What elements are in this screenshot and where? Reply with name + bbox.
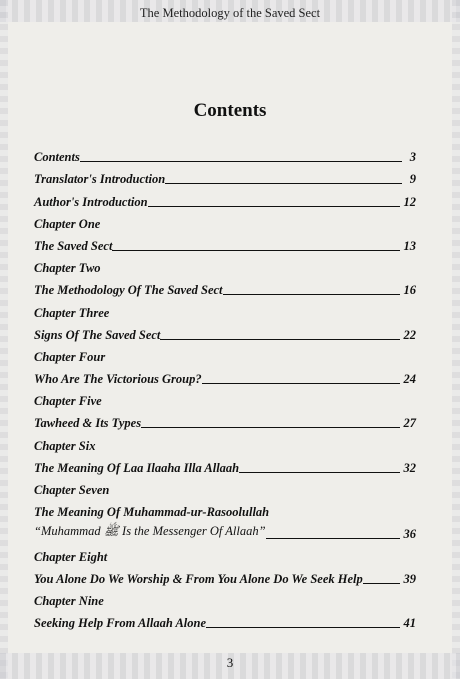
chapter-label: Chapter Four [34,349,106,364]
table-of-contents [34,143,416,631]
leader-line [239,471,399,473]
chapter-heading [34,431,416,453]
toc-entry[interactable] [34,454,416,476]
chapter-heading [34,298,416,320]
toc-entry-label: The Methodology Of The Saved Sect [34,283,223,298]
toc-entry-label: The Meaning Of Laa Ilaaha Illa Allaah [34,460,240,475]
toc-entry-page: 12 [403,194,416,209]
toc-entry[interactable] [34,609,416,631]
toc-entry-label: Translator's Introduction [34,172,166,187]
leader-line [148,205,400,207]
toc-entry-page: 9 [409,172,416,187]
toc-entry-page: 16 [403,283,416,298]
toc-entry[interactable] [34,565,416,587]
toc-entry-label: You Alone Do We Worship & From You Alone Do We Seek Help [34,571,363,586]
chapter-label: Chapter Nine [34,593,104,608]
leader-line [141,426,399,428]
toc-entry-heading [34,498,416,520]
toc-entry-label: Signs Of The Saved Sect [34,327,161,342]
toc-entry[interactable] [34,321,416,343]
toc-entry-page: 3 [409,150,416,165]
toc-entry-page: 39 [403,571,416,586]
toc-entry-page: 41 [403,616,416,631]
toc-entry[interactable] [34,409,416,431]
chapter-heading [34,254,416,276]
page-title: Contents [193,100,267,121]
toc-entry[interactable] [34,365,416,387]
toc-entry[interactable] [34,187,416,209]
toc-entry-page: 32 [403,460,416,475]
toc-entry[interactable] [34,520,416,542]
toc-entry[interactable] [34,143,416,165]
chapter-label: Chapter Seven [34,483,110,497]
toc-entry-label: Author's Introduction [34,194,148,209]
page-number: 3 [226,655,234,670]
leader-line [206,626,399,628]
toc-entry-label: Tawheed & Its Types [34,416,142,431]
leader-line [112,249,399,251]
chapter-heading [34,343,416,365]
chapter-label: Chapter Three [34,305,110,320]
chapter-heading [34,587,416,609]
chapter-label: Chapter Five [34,394,102,409]
toc-entry-label: The Meaning Of Muhammad-ur-Rasoolullah [34,505,270,520]
leader-line [80,160,402,162]
chapter-heading [34,476,416,498]
toc-entry-page: 24 [403,372,416,387]
running-head: The Methodology of the Saved Sect [139,6,321,20]
toc-entry-label: The Saved Sect [34,238,113,253]
toc-entry-label: Contents [34,150,80,165]
chapter-label: Chapter Two [34,261,101,276]
leader-line [266,537,400,539]
chapter-label: Chapter Six [34,438,96,453]
toc-entry-label: Who Are The Victorious Group? [34,372,202,387]
toc-entry-label: “Muhammad ﷺ Is the Messenger Of Allaah” [34,524,266,539]
toc-entry[interactable] [34,165,416,187]
toc-entry[interactable] [34,232,416,254]
leader-line [363,582,400,584]
toc-entry[interactable] [34,276,416,298]
chapter-label: Chapter Eight [34,549,108,564]
chapter-heading [34,387,416,409]
toc-entry-page: 27 [403,416,416,431]
toc-entry-label: Seeking Help From Allaah Alone [34,616,207,631]
leader-line [223,293,400,295]
toc-entry-page: 13 [403,238,416,253]
leader-line [165,182,402,184]
toc-entry-page: 36 [403,527,416,542]
leader-line [160,338,399,340]
leader-line [202,382,400,384]
toc-entry-page: 22 [403,327,416,342]
chapter-label: Chapter One [34,216,101,231]
chapter-heading [34,542,416,564]
chapter-heading [34,210,416,232]
